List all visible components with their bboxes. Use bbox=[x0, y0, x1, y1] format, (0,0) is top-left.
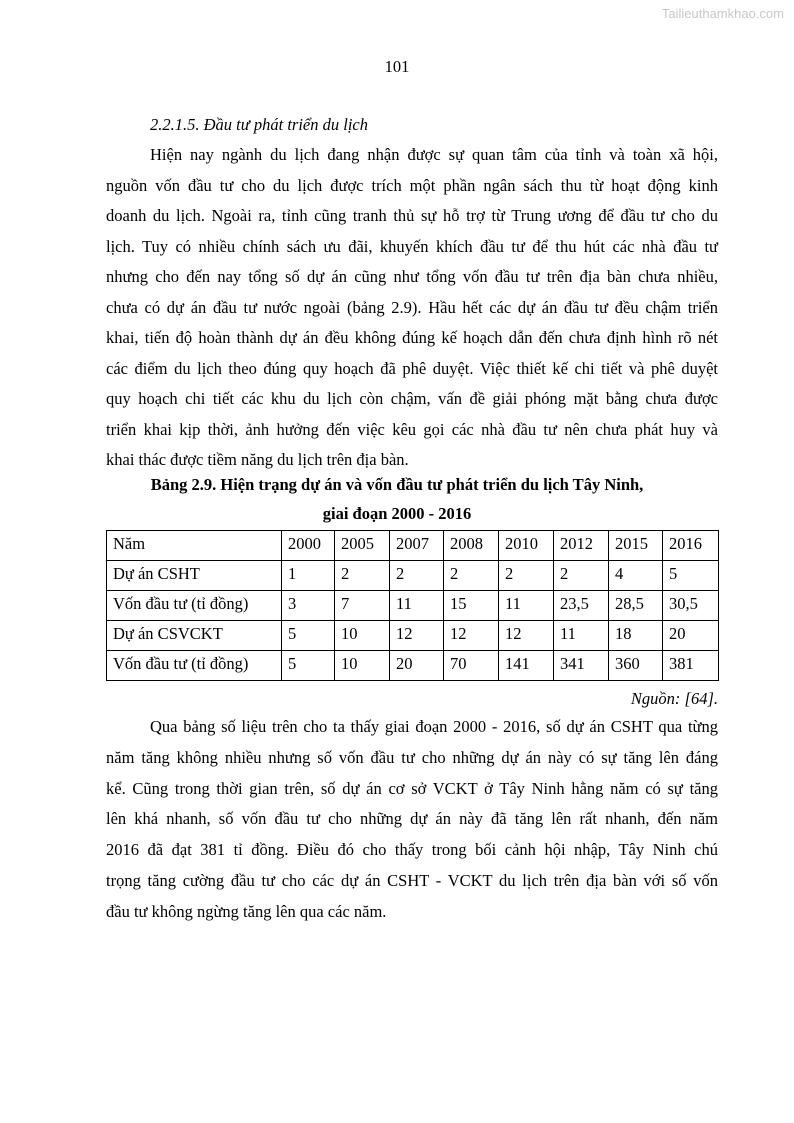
table-cell: 2007 bbox=[390, 531, 444, 561]
text-line: khai thác được tiềm năng du lịch trên địa bàn. bbox=[106, 450, 409, 469]
table-cell: 341 bbox=[554, 651, 609, 681]
table-cell: 28,5 bbox=[609, 591, 663, 621]
table-cell: 70 bbox=[444, 651, 499, 681]
text-line: khai, tiến độ hoàn thành dự án đều không đúng kế hoạch dẫn đến chưa định hình rõ nét bbox=[106, 328, 718, 347]
text-line: đầu tư không ngừng tăng lên qua các năm. bbox=[106, 901, 387, 921]
table-title-line-2: giai đoạn 2000 - 2016 bbox=[322, 504, 472, 523]
table-cell: 11 bbox=[390, 591, 444, 621]
table-cell: 2 bbox=[444, 561, 499, 591]
watermark: Tailieuthamkhao.com bbox=[661, 6, 784, 21]
data-table bbox=[106, 530, 719, 681]
row-label-cell: Dự án CSVCKT bbox=[107, 621, 282, 651]
table-cell: 2008 bbox=[444, 531, 499, 561]
table-cell: 2 bbox=[335, 561, 390, 591]
table-cell: 2 bbox=[554, 561, 609, 591]
text-line: kể. Cũng trong thời gian trên, số dự án cơ sở VCKT ở Tây Ninh hằng năm có sự tăng bbox=[106, 778, 718, 798]
table-cell: 23,5 bbox=[554, 591, 609, 621]
table-cell: 12 bbox=[444, 621, 499, 651]
page-number: 101 bbox=[384, 57, 410, 76]
table-cell: 360 bbox=[609, 651, 663, 681]
table-cell: 2000 bbox=[282, 531, 335, 561]
text-line: các điểm du lịch theo đúng quy hoạch đã phê duyệt. Việc thiết kế chi tiết và phê duyệt bbox=[106, 358, 718, 378]
table-row bbox=[107, 591, 719, 621]
table-row bbox=[107, 561, 719, 591]
row-label-cell: Vốn đầu tư (tỉ đồng) bbox=[107, 651, 282, 681]
text-line: nhưng cho đến nay tổng số dự án cũng như tổng vốn đầu tư trên địa bàn chưa nhiều, bbox=[106, 267, 718, 286]
text-line: năm tăng không nhiều nhưng số vốn đầu tư cho những dự án này có sự tăng lên đáng bbox=[106, 747, 718, 767]
text-line: doanh du lịch. Ngoài ra, tỉnh cũng tranh thủ sự hỗ trợ từ Trung ương để đầu tư cho du bbox=[106, 206, 718, 225]
table-cell: 20 bbox=[663, 621, 719, 651]
table-cell: 2012 bbox=[554, 531, 609, 561]
section-heading: 2.2.1.5. Đầu tư phát triển du lịch bbox=[150, 115, 368, 134]
table-title-line-1: Bảng 2.9. Hiện trạng dự án và vốn đầu tư phát triển du lịch Tây Ninh, bbox=[150, 475, 644, 494]
row-label-cell: Vốn đầu tư (tỉ đồng) bbox=[107, 591, 282, 621]
table-cell: 2 bbox=[390, 561, 444, 591]
text-line: lịch. Tuy có nhiều chính sách ưu đãi, khuyến khích đầu tư để thu hút các nhà đầu tư bbox=[106, 236, 718, 256]
table-cell: 10 bbox=[335, 651, 390, 681]
table-cell: 3 bbox=[282, 591, 335, 621]
table-cell: 5 bbox=[282, 651, 335, 681]
table-cell: 30,5 bbox=[663, 591, 719, 621]
text-line: lên khá nhanh, số vốn đầu tư cho những dự án này đã tăng lên rất nhanh, đến năm bbox=[106, 809, 718, 829]
table-cell: 5 bbox=[282, 621, 335, 651]
table-cell: 18 bbox=[609, 621, 663, 651]
table-cell: 2010 bbox=[499, 531, 554, 561]
table-cell: 2005 bbox=[335, 531, 390, 561]
table-row bbox=[107, 621, 719, 651]
table-cell: 11 bbox=[499, 591, 554, 621]
text-line: Hiện nay ngành du lịch đang nhận được sự quan tâm của tỉnh và toàn xã hội, bbox=[150, 145, 718, 164]
table-cell: 12 bbox=[499, 621, 554, 651]
table-cell: 11 bbox=[554, 621, 609, 651]
table-cell: 2 bbox=[499, 561, 554, 591]
table-cell: 7 bbox=[335, 591, 390, 621]
table-cell: 2015 bbox=[609, 531, 663, 561]
text-line: triển khai kịp thời, ảnh hưởng đến việc kêu gọi các nhà đầu tư nên chưa phát huy và bbox=[106, 419, 718, 439]
table-row bbox=[107, 651, 719, 681]
table-cell: 12 bbox=[390, 621, 444, 651]
table-cell: 5 bbox=[663, 561, 719, 591]
text-line: chưa có dự án đầu tư nước ngoài (bảng 2.9). Hầu hết các dự án đầu tư đều chậm triển bbox=[106, 297, 718, 317]
table-cell: 381 bbox=[663, 651, 719, 681]
table-cell: 10 bbox=[335, 621, 390, 651]
table-cell: 15 bbox=[444, 591, 499, 621]
table-cell: 1 bbox=[282, 561, 335, 591]
text-line: Qua bảng số liệu trên cho ta thấy giai đoạn 2000 - 2016, số dự án CSHT qua từng bbox=[150, 717, 718, 736]
table-cell: 4 bbox=[609, 561, 663, 591]
table-cell: 141 bbox=[499, 651, 554, 681]
row-label-cell: Dự án CSHT bbox=[107, 561, 282, 591]
table-cell: 20 bbox=[390, 651, 444, 681]
text-line: trọng tăng cường đầu tư cho các dự án CSHT - VCKT du lịch trên địa bàn với số vốn bbox=[106, 871, 718, 890]
text-line: quy hoạch chi tiết các khu du lịch còn chậm, vấn đề giải phóng mặt bằng chưa được bbox=[106, 389, 718, 408]
table-cell: 2016 bbox=[663, 531, 719, 561]
text-line: nguồn vốn đầu tư cho du lịch được trích một phần ngân sách thu từ hoạt động kinh bbox=[106, 175, 718, 195]
row-label-cell: Năm bbox=[107, 531, 282, 561]
table-source: Nguồn: [64]. bbox=[630, 689, 718, 708]
text-line: 2016 đã đạt 381 tỉ đồng. Điều đó cho thấy trong bối cảnh hội nhập, Tây Ninh chú bbox=[106, 840, 718, 860]
table-row bbox=[107, 531, 719, 561]
